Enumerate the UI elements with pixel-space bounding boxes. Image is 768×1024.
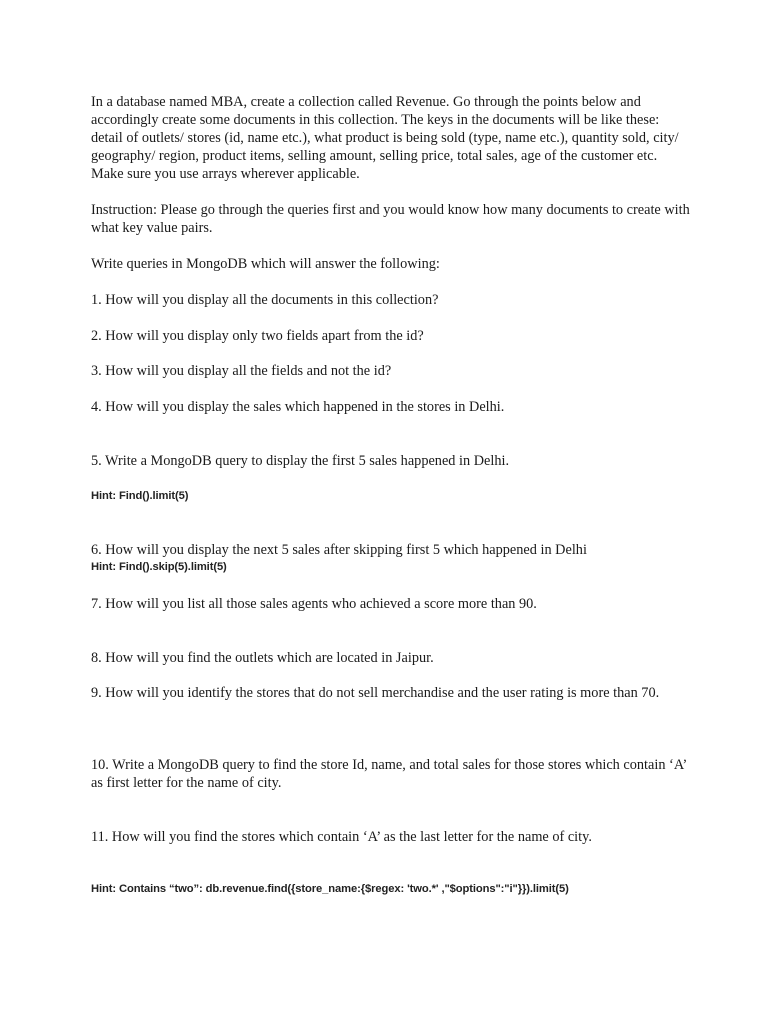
hint-5: Hint: Find().limit(5): [91, 490, 189, 502]
question-3: 3. How will you display all the fields and not the id?: [91, 363, 392, 379]
hint-6: Hint: Find().skip(5).limit(5): [91, 561, 227, 573]
lead-paragraph: Write queries in MongoDB which will answer the following:: [91, 256, 440, 272]
hint-11: Hint: Contains “two”: db.revenue.find({store_name:{$regex: 'two.*' ,"$options":"i"}}).limit(5): [91, 883, 569, 895]
question-6: 6. How will you display the next 5 sales after skipping first 5 which happened in Delhi: [91, 542, 587, 558]
question-10: 10. Write a MongoDB query to find the store Id, name, and total sales for those stores which contain ‘A’ as first letter for the name of city.: [91, 757, 687, 791]
intro-paragraph: In a database named MBA, create a collection called Revenue. Go through the points below and accordingly create some documents in this collection. The keys in the documents will be like these: detail of outlets/ stores (id, name etc.), what product is being sold (type, name etc.), quantity sold, city/ geography/ region, product items, selling amount, selling price, total sales, age of the customer etc. Make sure you use arrays wherever applicable.: [91, 94, 679, 182]
question-1: 1. How will you display all the documents in this collection?: [91, 292, 439, 308]
question-2: 2. How will you display only two fields apart from the id?: [91, 328, 424, 344]
question-9: 9. How will you identify the stores that do not sell merchandise and the user rating is more than 70.: [91, 685, 660, 701]
question-8: 8. How will you find the outlets which are located in Jaipur.: [91, 650, 434, 666]
question-4: 4. How will you display the sales which happened in the stores in Delhi.: [91, 399, 505, 415]
question-11: 11. How will you find the stores which contain ‘A’ as the last letter for the name of city.: [91, 829, 592, 845]
question-7: 7. How will you list all those sales agents who achieved a score more than 90.: [91, 596, 537, 612]
instruction-paragraph: Instruction: Please go through the queries first and you would know how many documents to create with what key value pairs.: [91, 202, 690, 236]
question-5: 5. Write a MongoDB query to display the first 5 sales happened in Delhi.: [91, 453, 510, 469]
